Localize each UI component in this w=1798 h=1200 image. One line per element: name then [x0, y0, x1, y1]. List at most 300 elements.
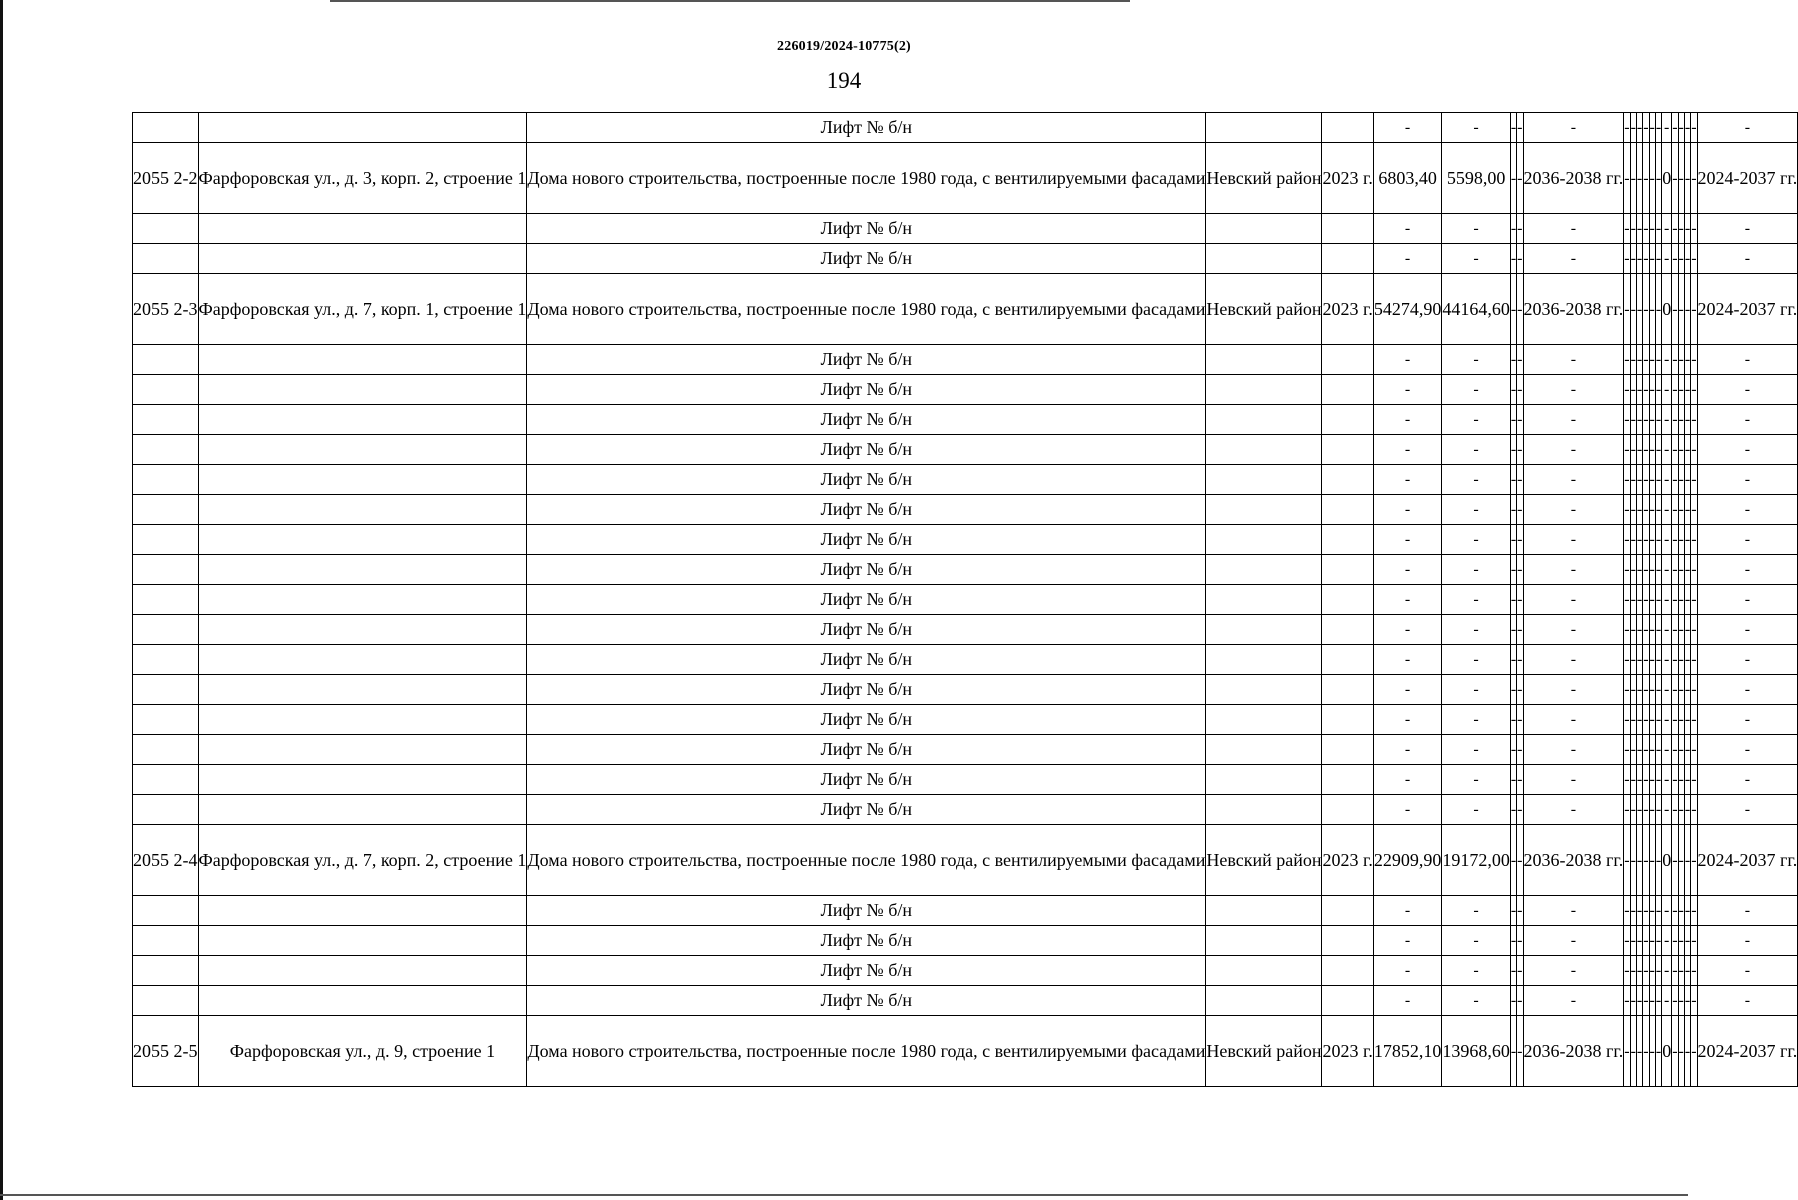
dash-cell: - — [1678, 525, 1684, 555]
dash-cell: - — [1697, 765, 1798, 795]
empty-cell — [1322, 956, 1373, 986]
empty-cell — [1322, 214, 1373, 244]
empty-cell — [1206, 405, 1322, 435]
dash-cell: - — [1655, 645, 1661, 675]
dash-cell: - — [1643, 956, 1649, 986]
dash-cell: - — [1684, 214, 1690, 244]
dash-cell: - — [1672, 735, 1678, 765]
empty-cell — [198, 435, 527, 465]
dash-cell: - — [1510, 113, 1516, 143]
dash-cell: - — [1373, 113, 1442, 143]
dash-cell: - — [1649, 274, 1655, 345]
dash-cell: - — [1510, 896, 1516, 926]
dash-cell: - — [1655, 555, 1661, 585]
dash-cell: - — [1624, 645, 1630, 675]
dash-cell: - — [1510, 615, 1516, 645]
empty-cell — [1206, 495, 1322, 525]
dash-cell: - — [1373, 675, 1442, 705]
empty-cell — [1206, 765, 1322, 795]
dash-cell: - — [1517, 465, 1523, 495]
area-total-cell: 54274,90 — [1373, 274, 1442, 345]
dash-cell: - — [1523, 735, 1624, 765]
dash-cell: - — [1630, 345, 1636, 375]
dash-cell: - — [1523, 675, 1624, 705]
dash-cell: - — [1655, 926, 1661, 956]
dash-cell: - — [1630, 795, 1636, 825]
dash-cell: - — [1684, 795, 1690, 825]
dash-cell: - — [1672, 765, 1678, 795]
empty-cell — [198, 765, 527, 795]
dash-cell: - — [1442, 113, 1511, 143]
dash-cell: - — [1662, 585, 1672, 615]
dash-cell: - — [1643, 675, 1649, 705]
dash-cell: - — [1678, 585, 1684, 615]
dash-cell: - — [1373, 375, 1442, 405]
lift-row — [133, 555, 1798, 585]
dash-cell: - — [1684, 1016, 1690, 1087]
dash-cell: - — [1691, 1016, 1697, 1087]
dash-cell: - — [1678, 244, 1684, 274]
empty-cell — [133, 986, 199, 1016]
dash-cell: - — [1655, 495, 1661, 525]
dash-cell: - — [1678, 555, 1684, 585]
period-cell: 2036-2038 гг. — [1523, 274, 1624, 345]
address-cell: Фарфоровская ул., д. 3, корп. 2, строение 1 — [198, 143, 527, 214]
dash-cell: - — [1624, 465, 1630, 495]
building-id-cell: 2055 2-4 — [133, 825, 199, 896]
dash-cell: - — [1643, 143, 1649, 214]
dash-cell: - — [1678, 143, 1684, 214]
dash-cell: - — [1510, 926, 1516, 956]
dash-cell: - — [1636, 244, 1642, 274]
dash-cell: - — [1442, 896, 1511, 926]
empty-cell — [1322, 896, 1373, 926]
dash-cell: - — [1517, 525, 1523, 555]
dash-cell: - — [1655, 765, 1661, 795]
dash-cell: - — [1630, 495, 1636, 525]
dash-cell: - — [1697, 645, 1798, 675]
dash-cell: - — [1630, 926, 1636, 956]
dash-cell: - — [1678, 735, 1684, 765]
dash-cell: - — [1662, 956, 1672, 986]
dash-cell: - — [1649, 735, 1655, 765]
dash-cell: - — [1655, 1016, 1661, 1087]
dash-cell: - — [1636, 214, 1642, 244]
dash-cell: - — [1442, 795, 1511, 825]
dash-cell: - — [1510, 986, 1516, 1016]
dash-cell: - — [1678, 765, 1684, 795]
dash-cell: - — [1510, 405, 1516, 435]
dash-cell: - — [1636, 465, 1642, 495]
zero-cell: 0 — [1662, 1016, 1672, 1087]
dash-cell: - — [1662, 896, 1672, 926]
dash-cell: - — [1517, 675, 1523, 705]
dash-cell: - — [1630, 896, 1636, 926]
dash-cell: - — [1523, 956, 1624, 986]
dash-cell: - — [1655, 214, 1661, 244]
empty-cell — [1322, 615, 1373, 645]
dash-cell: - — [1697, 585, 1798, 615]
lift-row — [133, 675, 1798, 705]
empty-cell — [133, 705, 199, 735]
dash-cell: - — [1510, 795, 1516, 825]
dash-cell: - — [1442, 435, 1511, 465]
dash-cell: - — [1697, 435, 1798, 465]
dash-cell: - — [1691, 495, 1697, 525]
dash-cell: - — [1373, 525, 1442, 555]
empty-cell — [198, 375, 527, 405]
empty-cell — [1322, 926, 1373, 956]
dash-cell: - — [1510, 244, 1516, 274]
dash-cell: - — [1662, 214, 1672, 244]
dash-cell: - — [1672, 615, 1678, 645]
lift-label-cell: Лифт № б/н — [527, 735, 1206, 765]
building-row — [133, 143, 1798, 214]
empty-cell — [1322, 525, 1373, 555]
dash-cell: - — [1643, 465, 1649, 495]
page-number: 194 — [826, 68, 862, 93]
dash-cell: - — [1624, 525, 1630, 555]
empty-cell — [1206, 345, 1322, 375]
dash-cell: - — [1624, 615, 1630, 645]
empty-cell — [133, 645, 199, 675]
dash-cell: - — [1649, 986, 1655, 1016]
dash-cell: - — [1662, 705, 1672, 735]
building-row — [133, 274, 1798, 345]
year-cell: 2023 г. — [1322, 825, 1373, 896]
dash-cell: - — [1630, 555, 1636, 585]
dash-cell: - — [1630, 214, 1636, 244]
dash-cell: - — [1662, 555, 1672, 585]
dash-cell: - — [1649, 375, 1655, 405]
dash-cell: - — [1510, 375, 1516, 405]
lift-label-cell: Лифт № б/н — [527, 555, 1206, 585]
dash-cell: - — [1624, 675, 1630, 705]
empty-cell — [1322, 795, 1373, 825]
empty-cell — [198, 645, 527, 675]
lift-row — [133, 465, 1798, 495]
dash-cell: - — [1630, 244, 1636, 274]
dash-cell: - — [1643, 765, 1649, 795]
dash-cell: - — [1662, 765, 1672, 795]
dash-cell: - — [1510, 645, 1516, 675]
empty-cell — [1322, 113, 1373, 143]
empty-cell — [198, 735, 527, 765]
empty-cell — [1322, 345, 1373, 375]
dash-cell: - — [1684, 274, 1690, 345]
dash-cell: - — [1672, 555, 1678, 585]
dash-cell: - — [1636, 585, 1642, 615]
category-cell: Дома нового строительства, построенные после 1980 года, с вентилируемыми фасадами — [527, 825, 1206, 896]
building-id-cell: 2055 2-5 — [133, 1016, 199, 1087]
lift-row — [133, 705, 1798, 735]
empty-cell — [1206, 525, 1322, 555]
year-cell: 2023 г. — [1322, 143, 1373, 214]
dash-cell: - — [1662, 495, 1672, 525]
dash-cell: - — [1517, 1016, 1523, 1087]
dash-cell: - — [1655, 896, 1661, 926]
lift-label-cell: Лифт № б/н — [527, 926, 1206, 956]
dash-cell: - — [1373, 345, 1442, 375]
dash-cell: - — [1517, 244, 1523, 274]
dash-cell: - — [1636, 525, 1642, 555]
dash-cell: - — [1517, 405, 1523, 435]
dash-cell: - — [1630, 465, 1636, 495]
dash-cell: - — [1630, 1016, 1636, 1087]
dash-cell: - — [1523, 113, 1624, 143]
empty-cell — [198, 705, 527, 735]
dash-cell: - — [1697, 465, 1798, 495]
dash-cell: - — [1630, 986, 1636, 1016]
dash-cell: - — [1678, 795, 1684, 825]
dash-cell: - — [1697, 555, 1798, 585]
dash-cell: - — [1636, 435, 1642, 465]
dash-cell: - — [1662, 735, 1672, 765]
lift-label-cell: Лифт № б/н — [527, 896, 1206, 926]
dash-cell: - — [1672, 675, 1678, 705]
dash-cell: - — [1684, 896, 1690, 926]
dash-cell: - — [1678, 615, 1684, 645]
dash-cell: - — [1373, 705, 1442, 735]
dash-cell: - — [1655, 956, 1661, 986]
dash-cell: - — [1636, 143, 1642, 214]
dash-cell: - — [1636, 896, 1642, 926]
zero-cell: 0 — [1662, 143, 1672, 214]
empty-cell — [1322, 986, 1373, 1016]
empty-cell — [198, 244, 527, 274]
lift-label-cell: Лифт № б/н — [527, 615, 1206, 645]
empty-cell — [1206, 585, 1322, 615]
dash-cell: - — [1510, 1016, 1516, 1087]
empty-cell — [1322, 405, 1373, 435]
dash-cell: - — [1649, 113, 1655, 143]
dash-cell: - — [1672, 795, 1678, 825]
dash-cell: - — [1517, 705, 1523, 735]
dash-cell: - — [1636, 615, 1642, 645]
table-body — [133, 113, 1798, 1087]
dash-cell: - — [1655, 345, 1661, 375]
dash-cell: - — [1442, 345, 1511, 375]
district-cell: Невский район — [1206, 143, 1322, 214]
district-cell: Невский район — [1206, 1016, 1322, 1087]
dash-cell: - — [1624, 926, 1630, 956]
dash-cell: - — [1442, 956, 1511, 986]
dash-cell: - — [1655, 435, 1661, 465]
empty-cell — [133, 765, 199, 795]
dash-cell: - — [1630, 765, 1636, 795]
dash-cell: - — [1510, 525, 1516, 555]
scan-edge — [0, 0, 3, 1200]
dash-cell: - — [1672, 214, 1678, 244]
dash-cell: - — [1697, 214, 1798, 244]
dash-cell: - — [1691, 244, 1697, 274]
year-cell: 2023 г. — [1322, 1016, 1373, 1087]
empty-cell — [1206, 986, 1322, 1016]
dash-cell: - — [1678, 825, 1684, 896]
lift-row — [133, 795, 1798, 825]
lift-label-cell: Лифт № б/н — [527, 435, 1206, 465]
dash-cell: - — [1636, 405, 1642, 435]
dash-cell: - — [1523, 495, 1624, 525]
dash-cell: - — [1624, 495, 1630, 525]
lift-row — [133, 345, 1798, 375]
dash-cell: - — [1523, 375, 1624, 405]
dash-cell: - — [1636, 345, 1642, 375]
dash-cell: - — [1691, 555, 1697, 585]
dash-cell: - — [1624, 765, 1630, 795]
dash-cell: - — [1649, 585, 1655, 615]
dash-cell: - — [1678, 214, 1684, 244]
lift-label-cell: Лифт № б/н — [527, 956, 1206, 986]
dash-cell: - — [1649, 435, 1655, 465]
area-living-cell: 13968,60 — [1442, 1016, 1511, 1087]
lift-row — [133, 765, 1798, 795]
dash-cell: - — [1624, 375, 1630, 405]
dash-cell: - — [1672, 896, 1678, 926]
lift-label-cell: Лифт № б/н — [527, 675, 1206, 705]
dash-cell: - — [1697, 345, 1798, 375]
empty-cell — [133, 555, 199, 585]
empty-cell — [133, 615, 199, 645]
year-cell: 2023 г. — [1322, 274, 1373, 345]
dash-cell: - — [1517, 345, 1523, 375]
dash-cell: - — [1684, 825, 1690, 896]
dash-cell: - — [1691, 645, 1697, 675]
empty-cell — [1322, 495, 1373, 525]
dash-cell: - — [1691, 405, 1697, 435]
dash-cell: - — [1510, 143, 1516, 214]
empty-cell — [1206, 675, 1322, 705]
lift-label-cell: Лифт № б/н — [527, 113, 1206, 143]
dash-cell: - — [1662, 795, 1672, 825]
dash-cell: - — [1691, 986, 1697, 1016]
lift-row — [133, 244, 1798, 274]
dash-cell: - — [1684, 345, 1690, 375]
dash-cell: - — [1662, 615, 1672, 645]
dash-cell: - — [1630, 645, 1636, 675]
dash-cell: - — [1510, 956, 1516, 986]
dash-cell: - — [1624, 435, 1630, 465]
empty-cell — [1206, 375, 1322, 405]
empty-cell — [1322, 645, 1373, 675]
empty-cell — [133, 405, 199, 435]
dash-cell: - — [1373, 405, 1442, 435]
dash-cell: - — [1636, 375, 1642, 405]
dash-cell: - — [1649, 214, 1655, 244]
dash-cell: - — [1517, 795, 1523, 825]
dash-cell: - — [1697, 495, 1798, 525]
dash-cell: - — [1624, 405, 1630, 435]
dash-cell: - — [1517, 214, 1523, 244]
dash-cell: - — [1442, 615, 1511, 645]
dash-cell: - — [1517, 615, 1523, 645]
dash-cell: - — [1636, 645, 1642, 675]
dash-cell: - — [1691, 926, 1697, 956]
empty-cell — [1322, 375, 1373, 405]
dash-cell: - — [1672, 465, 1678, 495]
dash-cell: - — [1643, 274, 1649, 345]
dash-cell: - — [1672, 1016, 1678, 1087]
dash-cell: - — [1697, 525, 1798, 555]
dash-cell: - — [1636, 675, 1642, 705]
dash-cell: - — [1649, 555, 1655, 585]
dash-cell: - — [1684, 435, 1690, 465]
dash-cell: - — [1630, 113, 1636, 143]
dash-cell: - — [1678, 956, 1684, 986]
dash-cell: - — [1672, 375, 1678, 405]
dash-cell: - — [1649, 956, 1655, 986]
dash-cell: - — [1672, 274, 1678, 345]
dash-cell: - — [1517, 435, 1523, 465]
dash-cell: - — [1684, 735, 1690, 765]
dash-cell: - — [1442, 645, 1511, 675]
dash-cell: - — [1672, 585, 1678, 615]
dash-cell: - — [1649, 645, 1655, 675]
category-cell: Дома нового строительства, построенные после 1980 года, с вентилируемыми фасадами — [527, 274, 1206, 345]
dash-cell: - — [1697, 244, 1798, 274]
empty-cell — [1322, 555, 1373, 585]
lift-label-cell: Лифт № б/н — [527, 795, 1206, 825]
dash-cell: - — [1655, 585, 1661, 615]
building-id-cell: 2055 2-2 — [133, 143, 199, 214]
dash-cell: - — [1624, 214, 1630, 244]
dash-cell: - — [1684, 675, 1690, 705]
lift-label-cell: Лифт № б/н — [527, 465, 1206, 495]
empty-cell — [133, 113, 199, 143]
dash-cell: - — [1655, 274, 1661, 345]
dash-cell: - — [1678, 986, 1684, 1016]
empty-cell — [198, 615, 527, 645]
empty-cell — [198, 926, 527, 956]
empty-cell — [1206, 956, 1322, 986]
dash-cell: - — [1672, 495, 1678, 525]
empty-cell — [1206, 705, 1322, 735]
dash-cell: - — [1691, 143, 1697, 214]
dash-cell: - — [1510, 585, 1516, 615]
district-cell: Невский район — [1206, 825, 1322, 896]
dash-cell: - — [1643, 896, 1649, 926]
dash-cell: - — [1373, 435, 1442, 465]
dash-cell: - — [1442, 585, 1511, 615]
dash-cell: - — [1510, 274, 1516, 345]
dash-cell: - — [1523, 765, 1624, 795]
dash-cell: - — [1517, 765, 1523, 795]
dash-cell: - — [1373, 555, 1442, 585]
period-cell: 2036-2038 гг. — [1523, 143, 1624, 214]
dash-cell: - — [1697, 675, 1798, 705]
dash-cell: - — [1697, 113, 1798, 143]
dash-cell: - — [1442, 405, 1511, 435]
lift-row — [133, 375, 1798, 405]
dash-cell: - — [1678, 896, 1684, 926]
dash-cell: - — [1672, 244, 1678, 274]
dash-cell: - — [1636, 1016, 1642, 1087]
lift-label-cell: Лифт № б/н — [527, 765, 1206, 795]
dash-cell: - — [1662, 926, 1672, 956]
lift-row — [133, 615, 1798, 645]
dash-cell: - — [1510, 214, 1516, 244]
period-cell: 2036-2038 гг. — [1523, 825, 1624, 896]
empty-cell — [133, 525, 199, 555]
dash-cell: - — [1517, 896, 1523, 926]
empty-cell — [198, 113, 527, 143]
dash-cell: - — [1517, 825, 1523, 896]
dash-cell: - — [1655, 113, 1661, 143]
dash-cell: - — [1630, 825, 1636, 896]
lift-row — [133, 214, 1798, 244]
dash-cell: - — [1678, 705, 1684, 735]
dash-cell: - — [1684, 375, 1690, 405]
